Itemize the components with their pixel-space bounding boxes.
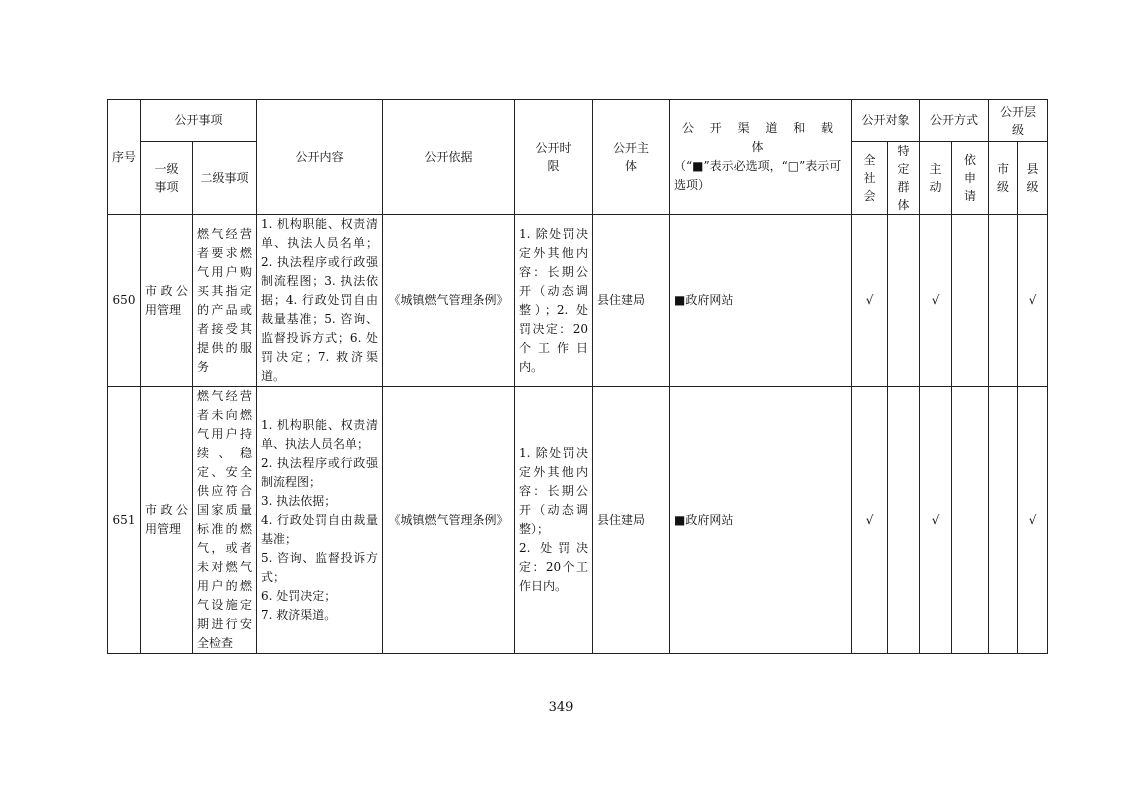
table-row [108, 387, 1048, 654]
cell-target-specific [888, 215, 920, 387]
header-channel-title: 公 开 渠 道 和 载 体 [681, 121, 840, 154]
header-method-active: 主动 [920, 142, 952, 215]
cell-channel: ■政府网站 [670, 387, 852, 654]
cell-time-limit: 1. 除处罚决定外其他内容：长期公开（动态调整）；2. 处罚决定：20个工作日内。 [515, 215, 593, 387]
header-level1: 一级事项 [141, 142, 193, 215]
cell-level1: 市政公用管理 [141, 387, 193, 654]
cell-target-all: √ [852, 215, 888, 387]
cell-level-city [989, 215, 1018, 387]
header-seq: 序号 [108, 100, 141, 215]
page-number: 349 [548, 700, 574, 715]
header-subject: 公开主体 [593, 100, 670, 215]
cell-seq: 650 [108, 215, 141, 387]
header-target: 公开对象 [852, 100, 920, 142]
header-matter: 公开事项 [141, 100, 257, 142]
cell-content: 1. 机构职能、权责清单、执法人员名单； 2. 执法程序或行政强制流程图； 3. 执法依据； 4. 行政处罚自由裁量基准； 5. 咨询、监督投诉方式； 6. 处罚决定； 7. 救济渠道。 [257, 387, 383, 654]
cell-content: 1. 机构职能、权责清单、执法人员名单；2. 执法程序或行政强制流程图；3. 执法依据；4. 行政处罚自由裁量基准；5. 咨询、监督投诉方式；6. 处罚决定；7. 救济渠道。 [257, 215, 383, 387]
cell-level-city [989, 387, 1018, 654]
header-basis: 公开依据 [383, 100, 515, 215]
header-target-all: 全社会 [852, 142, 888, 215]
cell-level-county: √ [1018, 387, 1048, 654]
cell-level1: 市政公用管理 [141, 215, 193, 387]
header-method: 公开方式 [920, 100, 989, 142]
header-target-specific: 特定群体 [888, 142, 920, 215]
header-content: 公开内容 [257, 100, 383, 215]
cell-method-active: √ [920, 215, 952, 387]
table-row [108, 215, 1048, 387]
header-level2: 二级事项 [193, 142, 257, 215]
header-level: 公开层级 [989, 100, 1048, 142]
header-method-request: 依申请 [952, 142, 989, 215]
header-channel [670, 100, 852, 215]
cell-level2: 燃气经营者未向燃气用户持续、稳定、安全供应符合国家质量标准的燃气，或者未对燃气用户的燃气设施定期进行安全检查 [193, 387, 257, 654]
cell-target-specific [888, 387, 920, 654]
cell-channel: ■政府网站 [670, 215, 852, 387]
cell-level2: 燃气经营者要求燃气用户购买其指定的产品或者接受其提供的服务 [193, 215, 257, 387]
cell-method-request [952, 387, 989, 654]
header-time-limit: 公开时限 [515, 100, 593, 215]
cell-seq: 651 [108, 387, 141, 654]
cell-subject: 县住建局 [593, 215, 670, 387]
cell-level-county: √ [1018, 215, 1048, 387]
header-level-county: 县级 [1018, 142, 1048, 215]
header-level-city: 市级 [989, 142, 1018, 215]
header-row-1 [108, 100, 1048, 142]
cell-time-limit: 1. 除处罚决定外其他内容：长期公开（动态调整）； 2. 处罚决定：20个工作日内。 [515, 387, 593, 654]
cell-basis: 《城镇燃气管理条例》 [383, 387, 515, 654]
header-channel-note: （“■”表示必选项，“□”表示可选项） [674, 159, 842, 192]
disclosure-table [107, 99, 1048, 654]
cell-basis: 《城镇燃气管理条例》 [383, 215, 515, 387]
cell-method-active: √ [920, 387, 952, 654]
cell-method-request [952, 215, 989, 387]
cell-target-all: √ [852, 387, 888, 654]
cell-subject: 县住建局 [593, 387, 670, 654]
